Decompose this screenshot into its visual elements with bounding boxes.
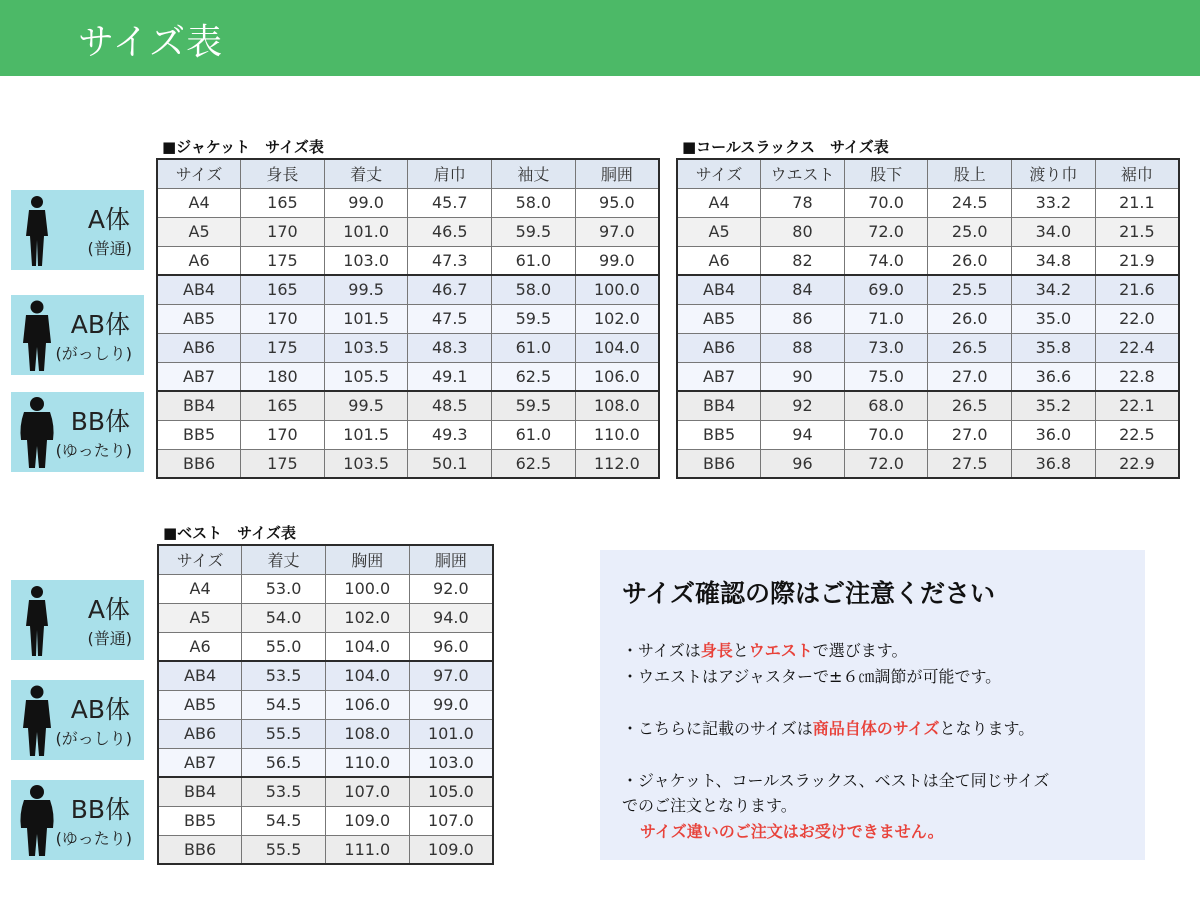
table-row [158, 574, 493, 603]
table-row [158, 748, 493, 777]
table-row [677, 275, 1179, 304]
size-notice-box [600, 550, 1145, 860]
badge-sub: (ゆったり) [55, 829, 132, 848]
table-row [677, 449, 1179, 478]
measure-cell: 27.0 [928, 362, 1012, 391]
measure-cell: 21.9 [1095, 246, 1179, 275]
size-cell: AB4 [158, 661, 242, 690]
measure-cell: 110.0 [325, 748, 409, 777]
table-row [158, 835, 493, 864]
table-row [158, 603, 493, 632]
measure-cell: 99.0 [409, 690, 493, 719]
measure-cell: 36.0 [1012, 420, 1096, 449]
column-header: 着丈 [324, 159, 408, 188]
table-row [158, 632, 493, 661]
badge-sub: (普通) [87, 629, 132, 648]
notice-line-5: でのご注文となります。 [622, 796, 797, 815]
measure-cell: 56.5 [242, 748, 326, 777]
measure-cell: 170 [241, 420, 325, 449]
measure-cell: 103.5 [324, 449, 408, 478]
size-cell: BB4 [157, 391, 241, 420]
measure-cell: 82 [761, 246, 845, 275]
size-cell: AB4 [157, 275, 241, 304]
measure-cell: 26.0 [928, 246, 1012, 275]
measure-cell: 55.0 [242, 632, 326, 661]
measure-cell: 97.0 [575, 217, 659, 246]
measure-cell: 107.0 [325, 777, 409, 806]
size-cell: BB5 [677, 420, 761, 449]
measure-cell: 49.3 [408, 420, 492, 449]
size-cell: AB6 [157, 333, 241, 362]
size-cell: A6 [157, 246, 241, 275]
measure-cell: 25.0 [928, 217, 1012, 246]
measure-cell: 104.0 [325, 632, 409, 661]
measure-cell: 22.9 [1095, 449, 1179, 478]
measure-cell: 22.8 [1095, 362, 1179, 391]
size-cell: A4 [158, 574, 242, 603]
measure-cell: 106.0 [575, 362, 659, 391]
body-type-badge-ab-vest [11, 680, 144, 760]
table-row [677, 391, 1179, 420]
measure-cell: 34.2 [1012, 275, 1096, 304]
measure-cell: 104.0 [575, 333, 659, 362]
body-type-badge-bb [11, 392, 144, 472]
column-header: 身長 [241, 159, 325, 188]
table-row [157, 420, 659, 449]
page-title: サイズ表 [78, 22, 224, 63]
header-bar [0, 0, 1200, 76]
measure-cell: 34.0 [1012, 217, 1096, 246]
measure-cell: 58.0 [492, 188, 576, 217]
table-row [158, 719, 493, 748]
table-row [158, 661, 493, 690]
measure-cell: 73.0 [844, 333, 928, 362]
measure-cell: 92 [761, 391, 845, 420]
measure-cell: 59.5 [492, 304, 576, 333]
measure-cell: 26.0 [928, 304, 1012, 333]
column-header: 渡り巾 [1012, 159, 1096, 188]
slim-figure-icon [17, 194, 57, 268]
size-cell: AB7 [158, 748, 242, 777]
measure-cell: 21.1 [1095, 188, 1179, 217]
measure-cell: 108.0 [325, 719, 409, 748]
table-row [677, 188, 1179, 217]
measure-cell: 62.5 [492, 449, 576, 478]
measure-cell: 175 [241, 449, 325, 478]
measure-cell: 55.5 [242, 719, 326, 748]
size-cell: AB7 [157, 362, 241, 391]
measure-cell: 165 [241, 391, 325, 420]
body-type-badge-ab [11, 295, 144, 375]
measure-cell: 96 [761, 449, 845, 478]
body-type-badge-a [11, 190, 144, 270]
measure-cell: 101.0 [409, 719, 493, 748]
notice-text: ・サイズは [622, 641, 701, 660]
table-row [158, 806, 493, 835]
column-header: 着丈 [242, 545, 326, 574]
measure-cell: 99.5 [324, 275, 408, 304]
measure-cell: 90 [761, 362, 845, 391]
measure-cell: 35.8 [1012, 333, 1096, 362]
measure-cell: 54.5 [242, 806, 326, 835]
size-cell: A6 [677, 246, 761, 275]
notice-text: ・こちらに記載のサイズは [622, 719, 813, 738]
size-cell: BB5 [157, 420, 241, 449]
measure-cell: 59.5 [492, 217, 576, 246]
measure-cell: 47.3 [408, 246, 492, 275]
measure-cell: 21.5 [1095, 217, 1179, 246]
measure-cell: 53.5 [242, 777, 326, 806]
badge-sub: (がっしり) [55, 344, 132, 363]
measure-cell: 86 [761, 304, 845, 333]
measure-cell: 107.0 [409, 806, 493, 835]
table-row [677, 362, 1179, 391]
table-row [158, 690, 493, 719]
size-cell: AB5 [677, 304, 761, 333]
vest-table-title: ■ベスト サイズ表 [163, 524, 296, 542]
measure-cell: 170 [241, 304, 325, 333]
measure-cell: 70.0 [844, 420, 928, 449]
measure-cell: 109.0 [409, 835, 493, 864]
measure-cell: 170 [241, 217, 325, 246]
column-header: ウエスト [761, 159, 845, 188]
table-row [157, 333, 659, 362]
slim-figure-icon [17, 584, 57, 658]
measure-cell: 59.5 [492, 391, 576, 420]
size-cell: BB6 [677, 449, 761, 478]
slacks-table-title: ■コールスラックス サイズ表 [682, 138, 889, 156]
column-header: サイズ [157, 159, 241, 188]
table-row [157, 362, 659, 391]
column-header: 胴囲 [575, 159, 659, 188]
measure-cell: 48.5 [408, 391, 492, 420]
measure-cell: 70.0 [844, 188, 928, 217]
notice-highlight: 身長 [700, 641, 733, 660]
badge-name: A体 [87, 205, 130, 234]
badge-name: AB体 [70, 310, 130, 339]
notice-highlight: ウエスト [748, 641, 813, 660]
measure-cell: 46.5 [408, 217, 492, 246]
size-cell: AB4 [677, 275, 761, 304]
column-header: 胸囲 [325, 545, 409, 574]
measure-cell: 72.0 [844, 217, 928, 246]
vest-size-table [157, 544, 494, 865]
measure-cell: 50.1 [408, 449, 492, 478]
badge-name: BB体 [70, 407, 130, 436]
size-cell: BB5 [158, 806, 242, 835]
size-cell: A6 [158, 632, 242, 661]
measure-cell: 22.1 [1095, 391, 1179, 420]
measure-cell: 22.5 [1095, 420, 1179, 449]
measure-cell: 109.0 [325, 806, 409, 835]
measure-cell: 53.5 [242, 661, 326, 690]
measure-cell: 27.5 [928, 449, 1012, 478]
large-figure-icon [17, 396, 57, 470]
notice-highlight: 商品自体のサイズ [812, 719, 940, 738]
table-header-row [158, 545, 493, 574]
column-header: 肩巾 [408, 159, 492, 188]
measure-cell: 68.0 [844, 391, 928, 420]
measure-cell: 96.0 [409, 632, 493, 661]
size-cell: A5 [157, 217, 241, 246]
measure-cell: 58.0 [492, 275, 576, 304]
measure-cell: 101.5 [324, 304, 408, 333]
table-header-row [677, 159, 1179, 188]
measure-cell: 36.8 [1012, 449, 1096, 478]
size-cell: BB4 [677, 391, 761, 420]
measure-cell: 55.5 [242, 835, 326, 864]
measure-cell: 74.0 [844, 246, 928, 275]
measure-cell: 99.0 [324, 188, 408, 217]
measure-cell: 84 [761, 275, 845, 304]
measure-cell: 165 [241, 188, 325, 217]
measure-cell: 46.7 [408, 275, 492, 304]
table-row [677, 304, 1179, 333]
measure-cell: 72.0 [844, 449, 928, 478]
measure-cell: 22.4 [1095, 333, 1179, 362]
measure-cell: 105.5 [324, 362, 408, 391]
jacket-table-title: ■ジャケット サイズ表 [162, 138, 324, 156]
measure-cell: 71.0 [844, 304, 928, 333]
column-header: サイズ [158, 545, 242, 574]
measure-cell: 54.0 [242, 603, 326, 632]
measure-cell: 103.0 [324, 246, 408, 275]
column-header: 袖丈 [492, 159, 576, 188]
measure-cell: 25.5 [928, 275, 1012, 304]
size-cell: AB7 [677, 362, 761, 391]
column-header: 股上 [928, 159, 1012, 188]
size-cell: BB6 [158, 835, 242, 864]
measure-cell: 61.0 [492, 246, 576, 275]
measure-cell: 35.2 [1012, 391, 1096, 420]
measure-cell: 108.0 [575, 391, 659, 420]
size-cell: BB4 [158, 777, 242, 806]
size-cell: AB6 [677, 333, 761, 362]
notice-text: と [732, 641, 749, 660]
measure-cell: 102.0 [325, 603, 409, 632]
jacket-size-table [156, 158, 660, 479]
table-row [157, 391, 659, 420]
body-type-badge-a-vest [11, 580, 144, 660]
badge-name: AB体 [70, 695, 130, 724]
table-row [157, 217, 659, 246]
measure-cell: 103.5 [324, 333, 408, 362]
badge-sub: (普通) [87, 239, 132, 258]
measure-cell: 99.5 [324, 391, 408, 420]
column-header: サイズ [677, 159, 761, 188]
size-cell: A5 [158, 603, 242, 632]
size-cell: A5 [677, 217, 761, 246]
measure-cell: 24.5 [928, 188, 1012, 217]
measure-cell: 105.0 [409, 777, 493, 806]
notice-warning: サイズ違いのご注文はお受けできません。 [640, 822, 944, 841]
measure-cell: 100.0 [325, 574, 409, 603]
notice-line-3 [622, 716, 1034, 739]
badge-name: A体 [87, 595, 130, 624]
table-row [157, 188, 659, 217]
table-row [677, 333, 1179, 362]
body-type-badge-bb-vest [11, 780, 144, 860]
column-header: 胴囲 [409, 545, 493, 574]
measure-cell: 92.0 [409, 574, 493, 603]
table-header-row [157, 159, 659, 188]
measure-cell: 78 [761, 188, 845, 217]
size-cell: A4 [677, 188, 761, 217]
table-row [677, 420, 1179, 449]
size-cell: A4 [157, 188, 241, 217]
measure-cell: 111.0 [325, 835, 409, 864]
measure-cell: 99.0 [575, 246, 659, 275]
large-figure-icon [17, 784, 57, 858]
measure-cell: 45.7 [408, 188, 492, 217]
measure-cell: 80 [761, 217, 845, 246]
measure-cell: 100.0 [575, 275, 659, 304]
measure-cell: 110.0 [575, 420, 659, 449]
measure-cell: 101.5 [324, 420, 408, 449]
measure-cell: 62.5 [492, 362, 576, 391]
measure-cell: 26.5 [928, 391, 1012, 420]
measure-cell: 35.0 [1012, 304, 1096, 333]
measure-cell: 21.6 [1095, 275, 1179, 304]
stocky-figure-icon [17, 684, 57, 758]
badge-sub: (がっしり) [55, 729, 132, 748]
table-row [677, 246, 1179, 275]
measure-cell: 88 [761, 333, 845, 362]
measure-cell: 97.0 [409, 661, 493, 690]
measure-cell: 49.1 [408, 362, 492, 391]
measure-cell: 27.0 [928, 420, 1012, 449]
size-cell: AB5 [158, 690, 242, 719]
slacks-size-table [676, 158, 1180, 479]
measure-cell: 101.0 [324, 217, 408, 246]
measure-cell: 69.0 [844, 275, 928, 304]
table-row [157, 246, 659, 275]
measure-cell: 104.0 [325, 661, 409, 690]
measure-cell: 94.0 [409, 603, 493, 632]
notice-line-1 [622, 638, 908, 661]
notice-line-2: ・ウエストはアジャスターで±６㎝調節が可能です。 [622, 667, 1002, 686]
measure-cell: 34.8 [1012, 246, 1096, 275]
measure-cell: 102.0 [575, 304, 659, 333]
size-cell: AB5 [157, 304, 241, 333]
notice-text: で選びます。 [812, 641, 908, 660]
badge-sub: (ゆったり) [55, 441, 132, 460]
stocky-figure-icon [17, 299, 57, 373]
measure-cell: 36.6 [1012, 362, 1096, 391]
measure-cell: 112.0 [575, 449, 659, 478]
measure-cell: 75.0 [844, 362, 928, 391]
measure-cell: 61.0 [492, 333, 576, 362]
table-row [157, 304, 659, 333]
measure-cell: 53.0 [242, 574, 326, 603]
notice-line-4: ・ジャケット、コールスラックス、ベストは全て同じサイズ [622, 771, 1050, 790]
measure-cell: 48.3 [408, 333, 492, 362]
measure-cell: 180 [241, 362, 325, 391]
measure-cell: 61.0 [492, 420, 576, 449]
table-row [157, 275, 659, 304]
measure-cell: 165 [241, 275, 325, 304]
size-cell: BB6 [157, 449, 241, 478]
measure-cell: 26.5 [928, 333, 1012, 362]
notice-text: となります。 [939, 719, 1035, 738]
column-header: 股下 [844, 159, 928, 188]
measure-cell: 95.0 [575, 188, 659, 217]
badge-name: BB体 [70, 795, 130, 824]
notice-title: サイズ確認の際はご注意ください [622, 579, 996, 608]
measure-cell: 175 [241, 333, 325, 362]
measure-cell: 175 [241, 246, 325, 275]
measure-cell: 22.0 [1095, 304, 1179, 333]
measure-cell: 94 [761, 420, 845, 449]
table-row [157, 449, 659, 478]
table-row [158, 777, 493, 806]
measure-cell: 33.2 [1012, 188, 1096, 217]
measure-cell: 103.0 [409, 748, 493, 777]
column-header: 裾巾 [1095, 159, 1179, 188]
measure-cell: 106.0 [325, 690, 409, 719]
table-row [677, 217, 1179, 246]
measure-cell: 47.5 [408, 304, 492, 333]
size-cell: AB6 [158, 719, 242, 748]
measure-cell: 54.5 [242, 690, 326, 719]
